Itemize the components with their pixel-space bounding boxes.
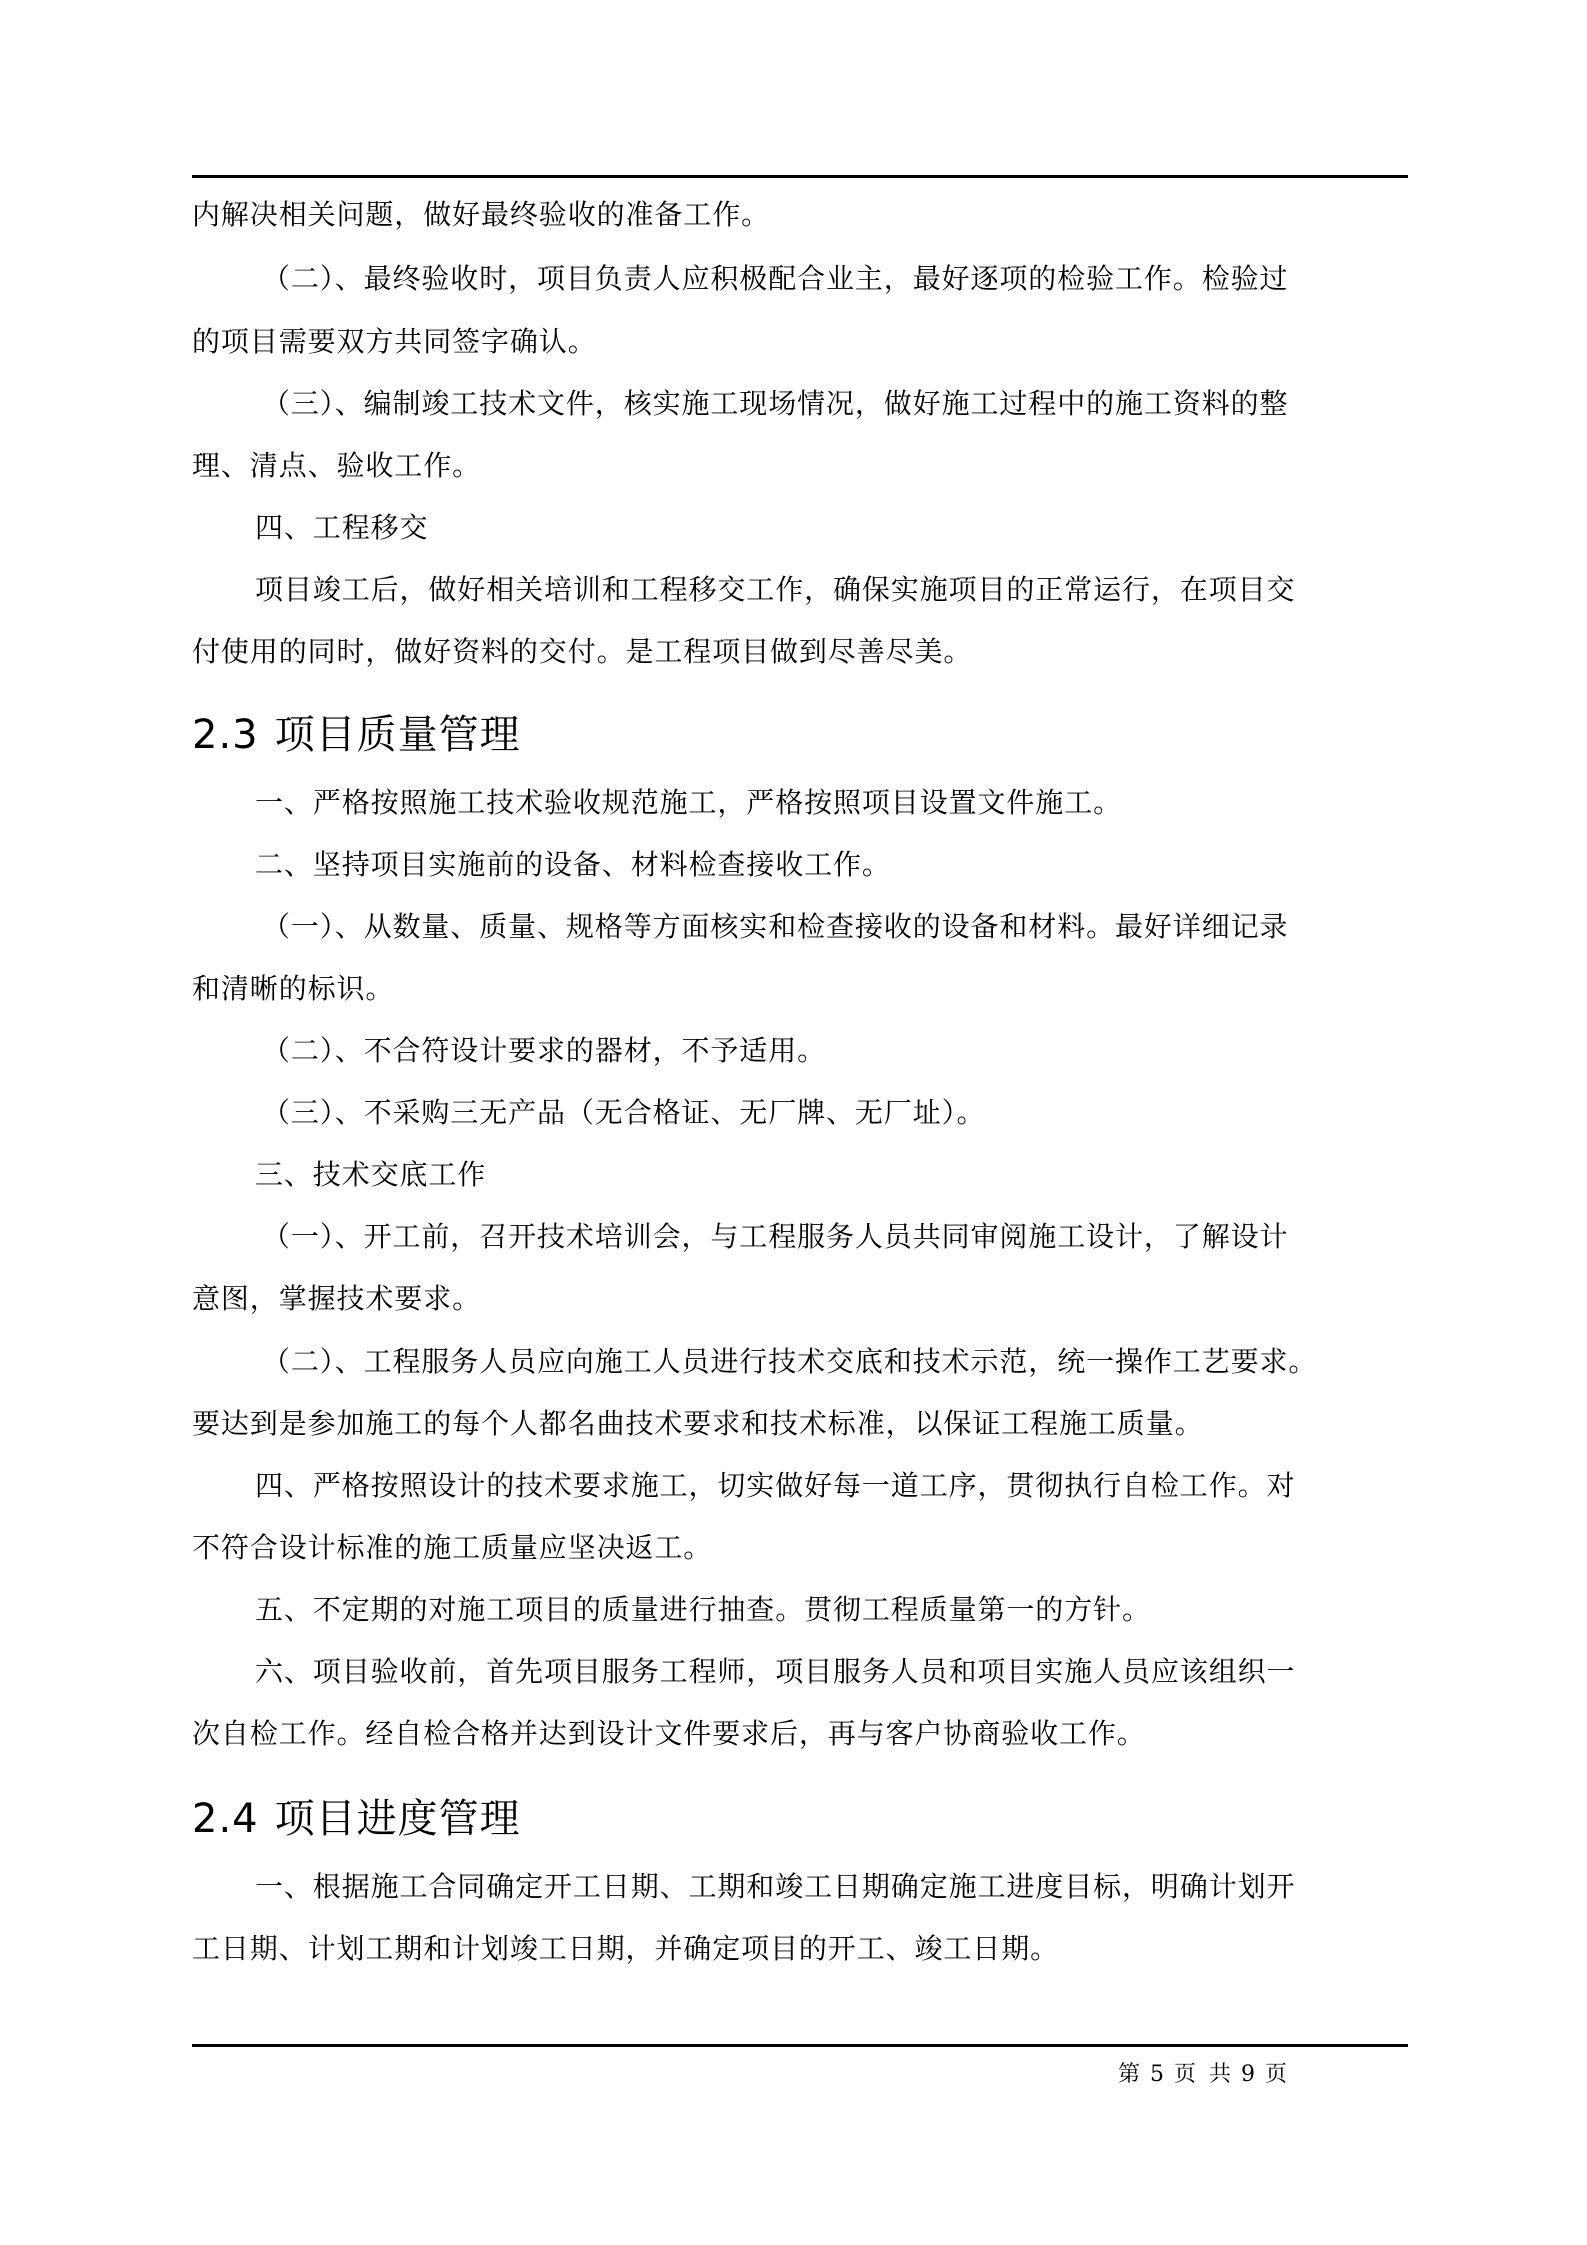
paragraph-line: 二、坚持项目实施前的设备、材料检查接收工作。 xyxy=(255,848,891,881)
paragraph-line: 项目竣工后，做好相关培训和工程移交工作，确保实施项目的正常运行，在项目交 xyxy=(255,573,1296,606)
section-heading-2-3 xyxy=(192,712,521,758)
header-rule xyxy=(192,175,1408,178)
paragraph-line: 五、不定期的对施工项目的质量进行抽查。贯彻工程质量第一的方针。 xyxy=(255,1593,1151,1626)
paragraph-line: 和清晰的标识。 xyxy=(192,972,395,1005)
paragraph-line: 理、清点、验收工作。 xyxy=(192,449,482,482)
paragraph-line: 四、工程移交 xyxy=(255,511,429,544)
section-number: 2.3 xyxy=(192,712,259,758)
section-title: 项目进度管理 xyxy=(274,1796,521,1842)
paragraph-line: 付使用的同时，做好资料的交付。是工程项目做到尽善尽美。 xyxy=(192,635,973,668)
section-title: 项目质量管理 xyxy=(274,712,521,758)
footer-prefix: 第 xyxy=(1118,2062,1141,2087)
paragraph-line: 内解决相关问题，做好最终验收的准备工作。 xyxy=(192,198,771,231)
paragraph-line: 一、严格按照施工技术验收规范施工，严格按照项目设置文件施工。 xyxy=(255,786,1123,819)
paragraph-line: （一）、开工前，召开技术培训会，与工程服务人员共同审阅施工设计，了解设计 xyxy=(262,1220,1289,1253)
footer-rule xyxy=(192,2044,1408,2047)
total-page-number: 9 xyxy=(1241,2062,1256,2087)
paragraph-line: （一）、从数量、质量、规格等方面核实和检查接收的设备和材料。最好详细记录 xyxy=(262,910,1289,943)
paragraph-line: 工日期、计划工期和计划竣工日期，并确定项目的开工、竣工日期。 xyxy=(192,1932,1060,1965)
paragraph-line: 三、技术交底工作 xyxy=(255,1158,487,1191)
paragraph-line: （三）、不采购三无产品（无合格证、无厂牌、无厂址）。 xyxy=(262,1096,986,1129)
paragraph-line: 的项目需要双方共同签字确认。 xyxy=(192,325,597,358)
section-number: 2.4 xyxy=(192,1796,259,1842)
paragraph-line: 次自检工作。经自检合格并达到设计文件要求后，再与客户协商验收工作。 xyxy=(192,1717,1146,1750)
paragraph-line: （二）、最终验收时，项目负责人应积极配合业主，最好逐项的检验工作。检验过 xyxy=(262,262,1289,295)
paragraph-line: （二）、工程服务人员应向施工人员进行技术交底和技术示范，统一操作工艺要求。 xyxy=(262,1345,1318,1378)
paragraph-line: （二）、不合符设计要求的器材，不予适用。 xyxy=(262,1034,827,1067)
page-number-footer xyxy=(1118,2062,1297,2088)
section-heading-2-4 xyxy=(192,1796,521,1842)
paragraph-line: 一、根据施工合同确定开工日期、工期和竣工日期确定施工进度目标，明确计划开 xyxy=(255,1870,1296,1903)
paragraph-line: 不符合设计标准的施工质量应坚决返工。 xyxy=(192,1531,713,1564)
paragraph-line: 四、严格按照设计的技术要求施工，切实做好每一道工序，贯彻执行自检工作。对 xyxy=(255,1469,1296,1502)
paragraph-line: 意图，掌握技术要求。 xyxy=(192,1282,482,1315)
paragraph-line: 要达到是参加施工的每个人都名曲技术要求和技术标准，以保证工程施工质量。 xyxy=(192,1407,1204,1440)
paragraph-line: （三）、编制竣工技术文件，核实施工现场情况，做好施工过程中的施工资料的整 xyxy=(262,387,1289,420)
current-page-number: 5 xyxy=(1150,2062,1165,2087)
footer-middle: 页 共 xyxy=(1174,2062,1232,2087)
footer-suffix: 页 xyxy=(1265,2062,1288,2087)
paragraph-line: 六、项目验收前，首先项目服务工程师，项目服务人员和项目实施人员应该组织一 xyxy=(255,1655,1296,1688)
